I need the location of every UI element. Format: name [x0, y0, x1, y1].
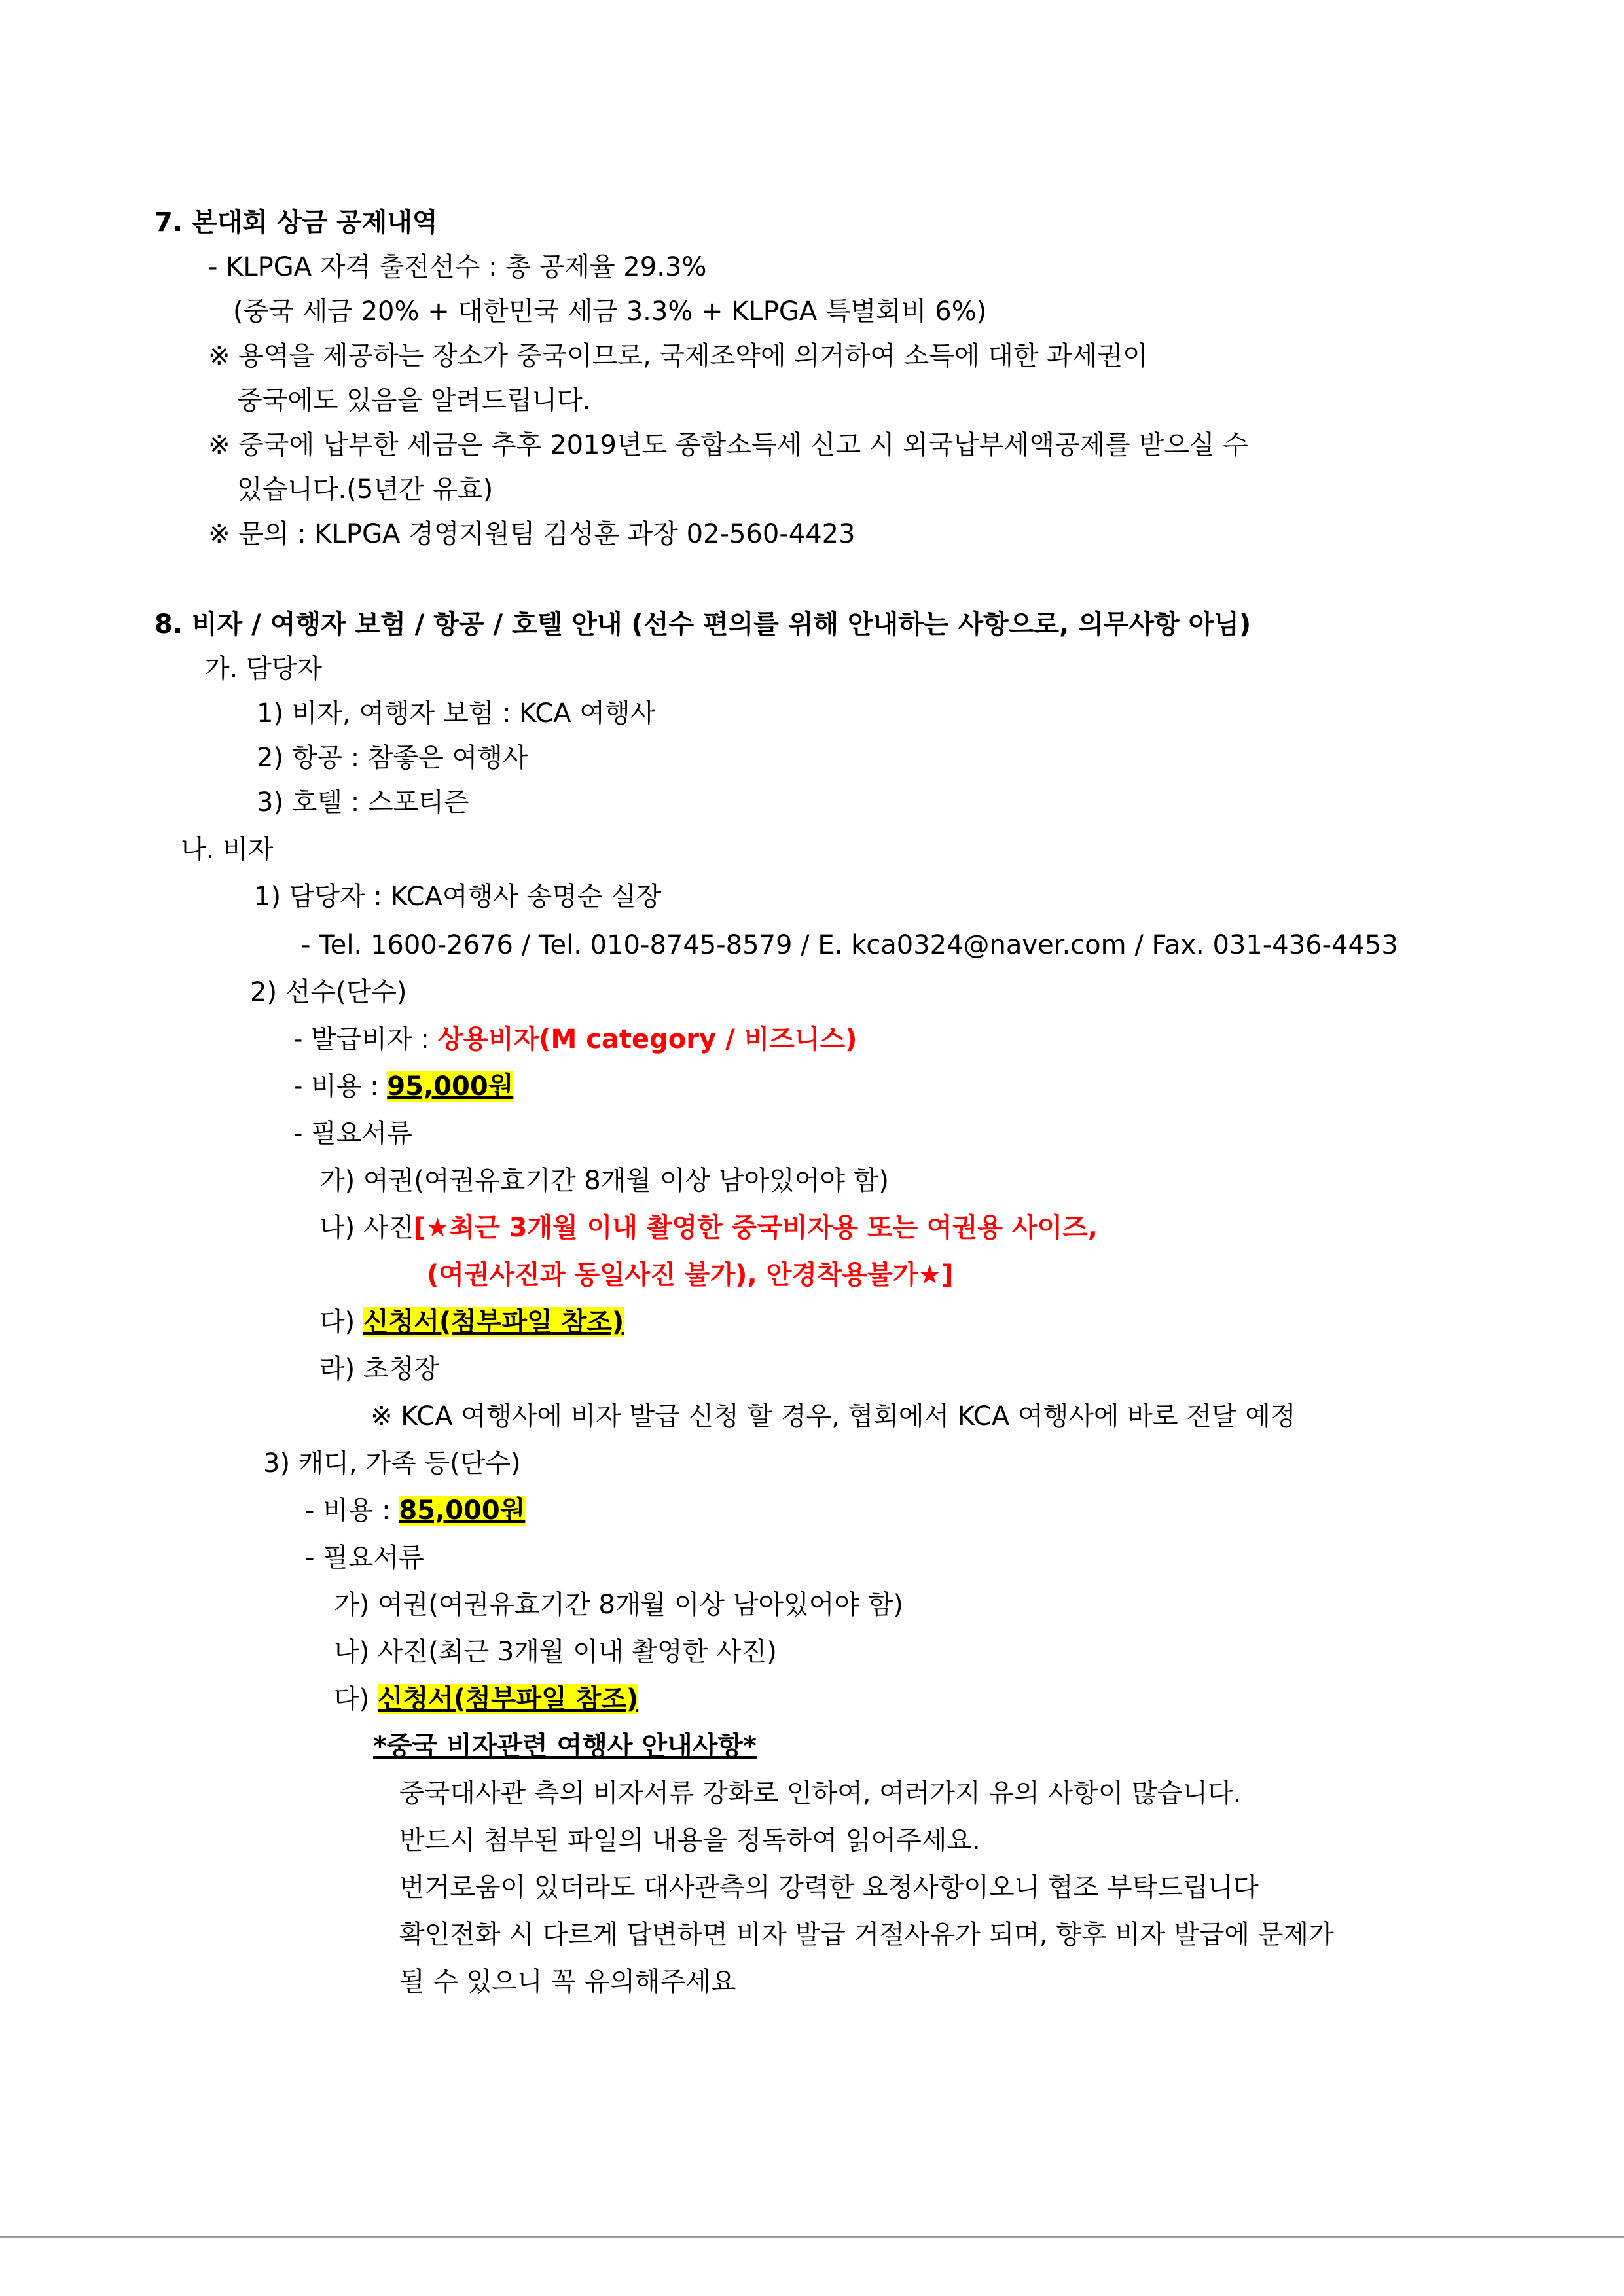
section-8-heading: 8. 비자 / 여행자 보험 / 항공 / 호텔 안내 (선수 편의를 위해 안내하는 사항으로, 의무사항 아님) [154, 609, 1252, 639]
cost-label: - 비용 : [293, 1071, 388, 1102]
caddie-doc-application [334, 1681, 638, 1717]
player-doc-photo [319, 1210, 1098, 1246]
notice-line-1: 중국대사관 측의 비자서류 강화로 인하여, 여러가지 유의 사항이 많습니다. [399, 1778, 1242, 1808]
caddie-docs-heading: - 필요서류 [305, 1543, 424, 1573]
deduction-rate-line: - KLPGA 자격 출전선수 : 총 공제율 29.3% [208, 252, 707, 282]
caddie-cost-label: - 비용 : [305, 1496, 399, 1526]
invitation-note: ※ KCA 여행사에 비자 발급 신청 할 경우, 협회에서 KCA 여행사에 바로 전달 예정 [370, 1401, 1296, 1431]
notice-line-2: 반드시 첨부된 파일의 내용을 정독하여 읽어주세요. [399, 1825, 981, 1856]
contact-flight: 2) 항공 : 참좋은 여행사 [257, 743, 528, 773]
caddie-family-heading: 3) 캐디, 가족 등(단수) [263, 1448, 521, 1479]
caddie-cost-highlight: 85,000원 [399, 1496, 526, 1526]
visa-type-value: 상용비자(M category / 비즈니스) [437, 1024, 857, 1054]
application-label: 다) [319, 1307, 363, 1337]
subsection-na: 나. 비자 [181, 834, 274, 865]
contact-visa-insurance: 1) 비자, 여행자 보험 : KCA 여행사 [257, 698, 656, 728]
photo-requirement-cont: (여권사진과 동일사진 불가), 안경착용불가★] [427, 1260, 954, 1290]
notice-line-4: 확인전화 시 다르게 답변하면 비자 발급 거절사유가 되며, 향후 비자 발급에 문제가 [399, 1920, 1334, 1950]
footer-divider [0, 2236, 1624, 2238]
caddie-doc-photo: 나) 사진(최근 3개월 이내 촬영한 사진) [334, 1637, 777, 1667]
player-single-heading: 2) 선수(단수) [250, 977, 407, 1007]
player-docs-heading: - 필요서류 [293, 1119, 412, 1149]
tax-note-1b: 중국에도 있음을 알려드립니다. [237, 386, 591, 416]
player-doc-passport: 가) 여권(여권유효기간 8개월 이상 남아있어야 함) [319, 1166, 889, 1196]
caddie-application-label: 다) [334, 1684, 378, 1714]
china-visa-notice-title: *중국 비자관련 여행사 안내사항* [373, 1731, 757, 1761]
caddie-application-highlight: 신청서(첨부파일 참조) [377, 1684, 639, 1714]
notice-line-5: 될 수 있으니 꼭 유의해주세요 [399, 1967, 736, 1997]
player-visa-type [293, 1021, 857, 1058]
deduction-breakdown-line: (중국 세금 20% + 대한민국 세금 3.3% + KLPGA 특별회비 6%) [233, 296, 987, 327]
player-doc-invitation: 라) 초청장 [319, 1354, 439, 1384]
caddie-cost [305, 1492, 525, 1529]
player-doc-application [319, 1304, 624, 1340]
contact-hotel: 3) 호텔 : 스포티즌 [257, 787, 469, 817]
tax-note-1a: ※ 용역을 제공하는 장소가 중국이므로, 국제조약에 의거하여 소득에 대한 과세권이 [208, 341, 1148, 371]
caddie-doc-passport: 가) 여권(여권유효기간 8개월 이상 남아있어야 함) [334, 1590, 903, 1620]
photo-label: 나) 사진 [319, 1213, 414, 1243]
notice-line-3: 번거로움이 있더라도 대사관측의 강력한 요청사항이오니 협조 부탁드립니다 [399, 1873, 1259, 1903]
tax-note-2b: 있습니다.(5년간 유효) [237, 475, 494, 505]
section-7-heading: 7. 본대회 상금 공제내역 [154, 207, 438, 238]
tax-note-2a: ※ 중국에 납부한 세금은 추후 2019년도 종합소득세 신고 시 외국납부세액공제를 받으실 수 [208, 430, 1248, 460]
cost-value-highlight: 95,000원 [387, 1071, 514, 1102]
visa-contact-info: - Tel. 1600-2676 / Tel. 010-8745-8579 / E. kca0324@naver.com / Fax. 031-436-4453 [301, 930, 1398, 960]
visa-type-label: - 발급비자 : [293, 1024, 438, 1054]
contact-note: ※ 문의 : KLPGA 경영지원팀 김성훈 과장 02-560-4423 [208, 519, 856, 549]
subsection-ga: 가. 담당자 [204, 654, 322, 684]
visa-manager: 1) 담당자 : KCA여행사 송명순 실장 [254, 882, 662, 912]
player-cost [293, 1068, 513, 1105]
photo-requirement: [★최근 3개월 이내 촬영한 중국비자용 또는 여권용 사이즈, [414, 1213, 1098, 1243]
application-highlight: 신청서(첨부파일 참조) [363, 1307, 624, 1337]
